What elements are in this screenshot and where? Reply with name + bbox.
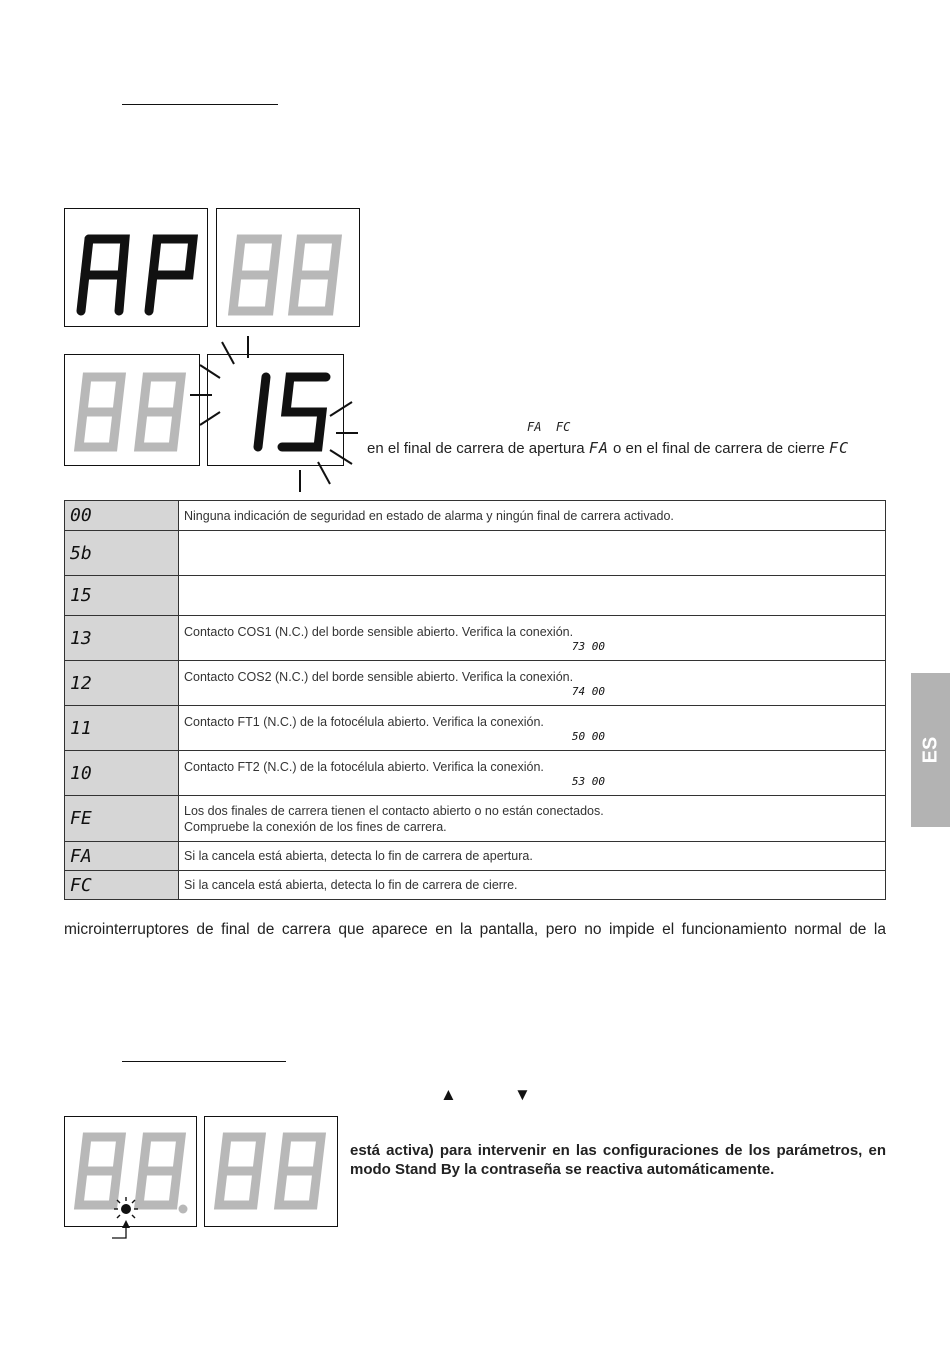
- display-panel-top-right: [216, 208, 360, 327]
- table-row: [65, 871, 886, 900]
- row-desc-cell: [179, 661, 886, 706]
- row-sub-code: 50 00: [571, 729, 605, 743]
- arrow-down-icon: ▼: [514, 1085, 531, 1104]
- row-code: 13: [65, 616, 179, 661]
- row-desc: [179, 576, 886, 616]
- table-row: [65, 616, 886, 661]
- table-row: [65, 501, 886, 531]
- alarm-table: [64, 500, 886, 900]
- row-code: FE: [65, 796, 179, 842]
- row-code: FA: [65, 842, 179, 871]
- section-heading-rule-1: [122, 104, 278, 105]
- body-paragraph: microinterruptores de final de carrera que aparece en la pantalla, pero no impide el funcionamiento normal de la: [64, 921, 886, 938]
- display-panel-password-right: [204, 1116, 338, 1227]
- row-code: 11: [65, 706, 179, 751]
- row-desc: [179, 531, 886, 576]
- display-88-digits-2: [65, 355, 199, 465]
- table-row: [65, 576, 886, 616]
- row-desc-cell: [179, 706, 886, 751]
- row-desc-cell: [179, 751, 886, 796]
- row-code: 15: [65, 576, 179, 616]
- table-row: [65, 842, 886, 871]
- row-code: FC: [65, 871, 179, 900]
- display-panel-bottom-left: [64, 354, 200, 466]
- table-row: [65, 751, 886, 796]
- row-desc: Contacto FT1 (N.C.) de la fotocélula abierto. Verifica la conexión.: [184, 714, 544, 729]
- row-desc: Si la cancela está abierta, detecta lo fin de carrera de apertura.: [179, 842, 886, 871]
- section-heading-rule-2: [122, 1061, 286, 1062]
- digit-a: [81, 239, 125, 311]
- table-row: [65, 796, 886, 842]
- table-row: [65, 706, 886, 751]
- display-ap-digits: [65, 209, 207, 326]
- display-password-digits: [65, 1117, 196, 1226]
- row-desc: Los dos finales de carrera tienen el contacto abierto o no están conectados.: [184, 803, 604, 818]
- blink-rays: [190, 330, 370, 500]
- row-desc-cell: [179, 796, 886, 842]
- row-desc-2: Compruebe la conexión de los fines de carrera.: [184, 819, 447, 834]
- table-row: [65, 661, 886, 706]
- row-sub-code: 53 00: [571, 774, 605, 788]
- caption-code-fa: FA: [588, 439, 609, 457]
- row-desc: Contacto COS2 (N.C.) del borde sensible abierto. Verifica la conexión.: [184, 669, 574, 684]
- caption-text-b: o en el final de carrera de cierre: [608, 440, 829, 457]
- language-tab: [911, 673, 950, 827]
- row-code: 00: [65, 501, 179, 531]
- display-88-digits: [217, 209, 359, 326]
- pointer-arrow-icon: [110, 1218, 140, 1242]
- digit-p: [149, 239, 193, 311]
- row-desc: Contacto COS1 (N.C.) del borde sensible abierto. Verifica la conexión.: [184, 624, 574, 639]
- row-desc: Si la cancela está abierta, detecta lo fin de carrera de cierre.: [179, 871, 886, 900]
- row-sub-code: 73 00: [571, 639, 605, 653]
- caption-code-fc: FC: [829, 439, 850, 457]
- row-code: 12: [65, 661, 179, 706]
- display-panel-password-left: [64, 1116, 197, 1227]
- caption-limit-switch: [367, 439, 849, 457]
- row-desc: Contacto FT2 (N.C.) de la fotocélula abierto. Verifica la conexión.: [184, 759, 544, 774]
- caption-text-a: en el final de carrera de apertura: [367, 440, 589, 457]
- arrow-up-icon: ▲: [440, 1085, 457, 1104]
- language-tab-label: ES: [919, 736, 941, 764]
- row-code: 10: [65, 751, 179, 796]
- table-row: [65, 531, 886, 576]
- row-desc: Ninguna indicación de seguridad en estado de alarma y ningún final de carrera activado.: [179, 501, 886, 531]
- display-password-digits-2: [205, 1117, 337, 1226]
- caption-codes-above: FA FC: [527, 420, 571, 434]
- row-sub-code: 74 00: [571, 684, 605, 698]
- row-code: 5b: [65, 531, 179, 576]
- row-desc-cell: [179, 616, 886, 661]
- display-panel-ap: [64, 208, 208, 327]
- password-note: está activa) para intervenir en las configuraciones de los parámetros, en modo Stand By la contraseña se reactiva automáticamente.: [350, 1142, 886, 1178]
